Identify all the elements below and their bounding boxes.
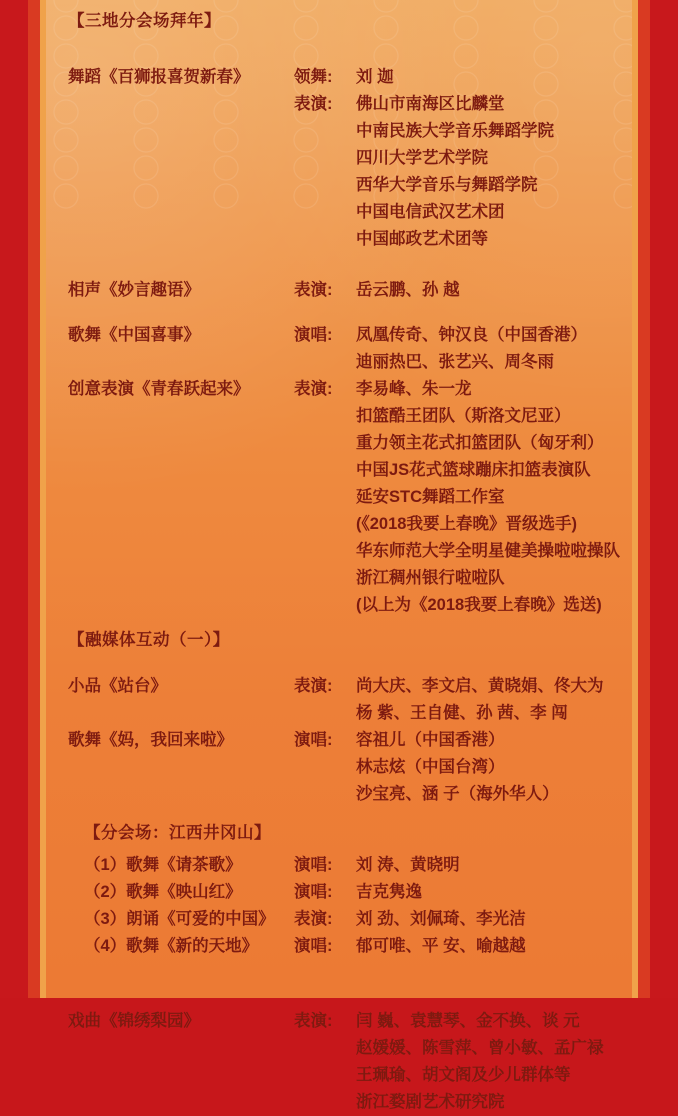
program-list: [46, 0, 632, 1111]
program-row: [54, 673, 624, 727]
program-title: 戏曲《锦绣梨园》: [68, 1012, 200, 1030]
credit-role: 演唱:: [294, 937, 333, 955]
program-title: （4）歌舞《新的天地》: [84, 937, 259, 955]
credit-line: 迪丽热巴、张艺兴、周冬雨: [356, 353, 554, 371]
credit-line: 沙宝亮、涵 子（海外华人）: [356, 785, 559, 803]
credit-line: 刘 迦: [356, 68, 394, 86]
program-row: [54, 906, 624, 933]
credit-role: 演唱:: [294, 731, 333, 749]
credit-names: [356, 277, 624, 304]
credit-line: 中国邮政艺术团等: [356, 230, 488, 248]
program-row: [54, 322, 624, 376]
credit-line: 刘 涛、黄晓明: [356, 856, 460, 874]
credit-line: (《2018我要上春晚》晋级选手): [356, 515, 577, 533]
credit-names: [356, 1008, 624, 1116]
program-title: 小品《站台》: [68, 677, 167, 695]
credit-line: 林志炫（中国台湾）: [356, 758, 505, 776]
credit-line: 重力领主花式扣篮团队（匈牙利）: [356, 434, 604, 452]
spacer: [54, 990, 624, 1008]
program-row: [54, 1008, 624, 1116]
section-heading: 【融媒体互动（一）】: [68, 631, 230, 649]
credit-line: 杨 紫、王自健、孙 茜、李 闯: [356, 704, 568, 722]
program-title: 创意表演《青春跃起来》: [68, 380, 250, 398]
credit-line: 中南民族大学音乐舞蹈学院: [356, 122, 554, 140]
credit-role: 表演:: [294, 910, 333, 928]
credit-line: 赵媛媛、陈雪萍、曾小敏、孟广禄: [356, 1039, 604, 1057]
program-title: 舞蹈《百狮报喜贺新春》: [68, 68, 250, 86]
credit-line: 容祖儿（中国香港）: [356, 731, 505, 749]
credit-line: 李易峰、朱一龙: [356, 380, 472, 398]
program-row: [54, 376, 624, 619]
credit-line: 佛山市南海区比麟堂: [356, 95, 505, 113]
credit-names: [356, 906, 624, 933]
spacer: [54, 659, 624, 673]
credit-role: 演唱:: [294, 883, 333, 901]
program-row-cont: [54, 91, 624, 253]
spacer: [54, 304, 624, 322]
section-heading: 【分会场：江西井冈山】: [84, 824, 271, 842]
credit-names: [356, 727, 624, 808]
credit-names: [356, 376, 624, 619]
program-row: [54, 879, 624, 906]
program-title: （1）歌舞《请茶歌》: [84, 856, 242, 874]
program-row: [54, 933, 624, 960]
program-row: [54, 727, 624, 808]
program-title: 歌舞《中国喜事》: [68, 326, 200, 344]
credit-role: 表演:: [294, 380, 333, 398]
credit-role: 表演:: [294, 95, 333, 113]
program-title: （3）朗诵《可爱的中国》: [84, 910, 275, 928]
credit-line: 中国JS花式篮球蹦床扣篮表演队: [356, 461, 591, 479]
credit-line: 浙江稠州银行啦啦队: [356, 569, 505, 587]
section-heading: 【三地分会场拜年】: [68, 12, 221, 30]
credit-line: 尚大庆、李文启、黄晓娟、佟大为: [356, 677, 604, 695]
credit-names: [356, 673, 624, 727]
program-title: 歌舞《妈，我回来啦》: [68, 731, 233, 749]
program-row: [54, 64, 624, 91]
credit-role: 表演:: [294, 281, 333, 299]
credit-names: [356, 91, 624, 253]
credit-line: 浙江婺剧艺术研究院: [356, 1093, 505, 1111]
credit-line: 华东师范大学全明星健美操啦啦操队: [356, 542, 620, 560]
credit-role: 演唱:: [294, 856, 333, 874]
credit-names: [356, 64, 624, 91]
credit-line: 延安STC舞蹈工作室: [356, 488, 505, 506]
credit-line: 四川大学艺术学院: [356, 149, 488, 167]
spacer: [54, 808, 624, 818]
spacer: [54, 253, 624, 277]
credit-line: (以上为《2018我要上春晚》选送): [356, 596, 602, 614]
credit-names: [356, 879, 624, 906]
credit-line: 凤凰传奇、钟汉良（中国香港）: [356, 326, 587, 344]
spacer: [54, 960, 624, 990]
credit-line: 闫 巍、袁慧琴、金不换、谈 元: [356, 1012, 580, 1030]
credit-line: 中国电信武汉艺术团: [356, 203, 505, 221]
credit-line: 王珮瑜、胡文阁及少儿群体等: [356, 1066, 571, 1084]
credit-role: 演唱:: [294, 326, 333, 344]
credit-names: [356, 933, 624, 960]
credit-names: [356, 852, 624, 879]
credit-names: [356, 322, 624, 376]
credit-line: 西华大学音乐与舞蹈学院: [356, 176, 538, 194]
spacer: [54, 40, 624, 64]
credit-role: 表演:: [294, 677, 333, 695]
credit-role: 领舞:: [294, 68, 333, 86]
program-title: （2）歌舞《映山红》: [84, 883, 242, 901]
credit-line: 刘 劲、刘佩琦、李光洁: [356, 910, 526, 928]
program-row: [54, 852, 624, 879]
credit-line: 扣篮酷王团队（斯洛文尼亚）: [356, 407, 571, 425]
credit-line: 岳云鹏、孙 越: [356, 281, 460, 299]
credit-line: 郁可唯、平 安、喻越越: [356, 937, 526, 955]
program-title: 相声《妙言趣语》: [68, 281, 200, 299]
credit-role: 表演:: [294, 1012, 333, 1030]
credit-line: 吉克隽逸: [356, 883, 422, 901]
program-row: [54, 277, 624, 304]
